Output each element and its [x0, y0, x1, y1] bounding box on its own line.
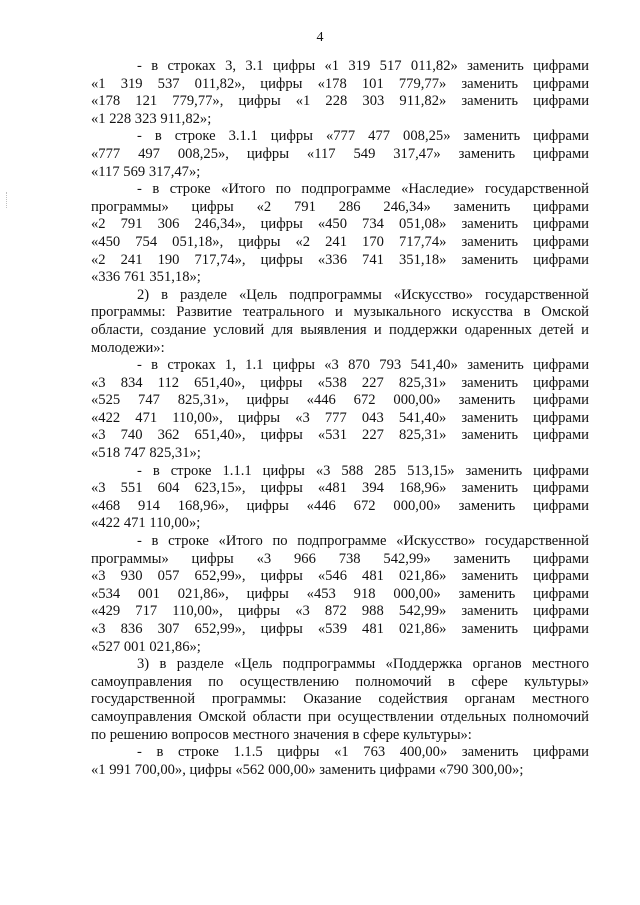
- margin-mark: [6, 192, 8, 208]
- text-line: «336 761 351,18»;: [91, 269, 201, 286]
- text-line: программы» цифры «2 791 286 246,34» заменить цифрами: [91, 198, 589, 215]
- text-line: «429 717 110,00», цифры «3 872 988 542,99» заменить цифрами: [91, 603, 589, 620]
- paragraph-first-line: - в строках 3, 3.1 цифры «1 319 517 011,82» заменить цифрами: [137, 58, 589, 74]
- text-line: «468 914 168,96», цифры «446 672 000,00» заменить цифрами: [91, 497, 589, 514]
- text-line: области, создание условий для выявления и поддержки одаренных детей и: [91, 321, 589, 338]
- paragraph-first-line: 3) в разделе «Цель подпрограммы «Поддержка органов местного: [137, 656, 589, 673]
- text-line: «3 836 307 652,99», цифры «539 481 021,86» заменить цифрами: [91, 621, 589, 637]
- text-line: «422 471 110,00», цифры «3 777 043 541,40» заменить цифрами: [91, 409, 589, 426]
- paragraph-first-line: - в строке «Итого по подпрограмме «Искусство» государственной: [137, 533, 589, 550]
- paragraph-first-line: - в строке 1.1.1 цифры «3 588 285 513,15» заменить цифрами: [137, 462, 589, 479]
- text-line: «2 241 190 717,74», цифры «336 741 351,18» заменить цифрами: [91, 251, 589, 268]
- paragraph-first-line: - в строках 1, 1.1 цифры «3 870 793 541,40» заменить цифрами: [137, 357, 589, 374]
- text-line: «1 228 323 911,82»;: [91, 110, 212, 127]
- text-line: самоуправления по осуществлению полномочий в сфере культуры»: [91, 673, 589, 690]
- text-line: «534 001 021,86», цифры «453 918 000,00» заменить цифрами: [91, 585, 589, 602]
- text-line: программы: Развитие театрального и музыкального искусства в Омской: [91, 304, 589, 321]
- page-number: 4: [316, 30, 324, 45]
- text-line: самоуправления Омской области при осуществлении отдельных полномочий: [91, 708, 589, 725]
- text-line: «422 471 110,00»;: [91, 515, 201, 532]
- text-line: молодежи»:: [91, 339, 165, 356]
- text-line: «3 551 604 623,15», цифры «481 394 168,96» заменить цифрами: [91, 480, 589, 497]
- paragraph-first-line: 2) в разделе «Цель подпрограммы «Искусство» государственной: [137, 286, 589, 303]
- paragraph-first-line: - в строке «Итого по подпрограмме «Наследие» государственной: [137, 181, 589, 198]
- text-line: «777 497 008,25», цифры «117 549 317,47» заменить цифрами: [91, 145, 589, 162]
- text-line: «3 930 057 652,99», цифры «546 481 021,86» заменить цифрами: [91, 568, 589, 585]
- paragraph-first-line: - в строке 3.1.1 цифры «777 477 008,25» заменить цифрами: [137, 128, 589, 145]
- paragraph-first-line: - в строке 1.1.5 цифры «1 763 400,00» заменить цифрами: [137, 744, 589, 761]
- text-line: «1 319 537 011,82», цифры «178 101 779,77» заменить цифрами: [91, 75, 589, 92]
- text-line: государственной программы: Оказание содействия органам местного: [91, 691, 589, 708]
- text-line: программы» цифры «3 966 738 542,99» заменить цифрами: [91, 550, 589, 567]
- text-line: «178 121 779,77», цифры «1 228 303 911,82» заменить цифрами: [91, 93, 589, 110]
- text-line: «3 834 112 651,40», цифры «538 227 825,31» заменить цифрами: [91, 374, 589, 391]
- text-line: «3 740 362 651,40», цифры «531 227 825,31» заменить цифрами: [91, 427, 589, 444]
- text-line: «518 747 825,31»;: [91, 445, 201, 462]
- document-body: [91, 58, 589, 779]
- text-line: «1 991 700,00», цифры «562 000,00» заменить цифрами «790 300,00»;: [91, 761, 524, 778]
- text-line: «117 569 317,47»;: [91, 163, 201, 180]
- text-line: «525 747 825,31», цифры «446 672 000,00» заменить цифрами: [91, 392, 589, 409]
- text-line: «2 791 306 246,34», цифры «450 734 051,08» заменить цифрами: [91, 216, 589, 233]
- text-line: «527 001 021,86»;: [91, 638, 201, 655]
- text-line: «450 754 051,18», цифры «2 241 170 717,74» заменить цифрами: [91, 233, 589, 250]
- text-line: по решению вопросов местного значения в сфере культуры»:: [91, 726, 472, 743]
